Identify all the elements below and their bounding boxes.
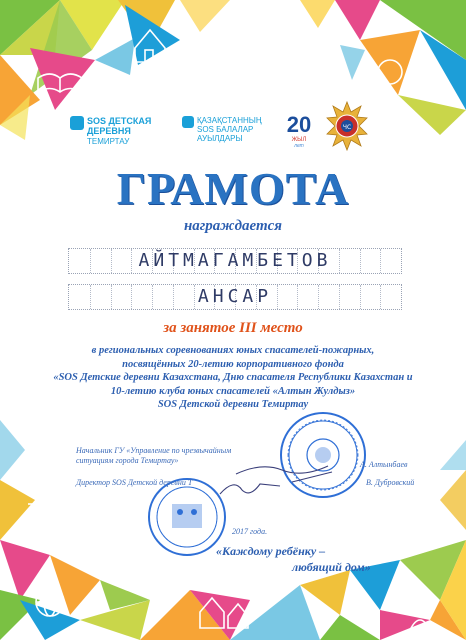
border-triangle: [180, 0, 230, 32]
sos-logo-line3: ТЕМИРТАУ: [87, 137, 130, 146]
recipient-first-name: АНСАР: [197, 286, 273, 307]
logos-row: [70, 108, 400, 158]
issue-date: 2017 года.: [232, 527, 268, 536]
children-drawing: [112, 557, 168, 587]
first-name-grid: [68, 284, 402, 310]
sos-kazakhstan-logo: [182, 116, 262, 143]
awarded-label: награждается: [183, 218, 283, 234]
emergency-emblem-icon: [325, 100, 369, 152]
director-signature: [216, 476, 286, 500]
border-triangle: [0, 480, 35, 540]
sos-kz-line3: АУЫЛДАРЫ: [197, 134, 243, 143]
body-line: в региональных соревнованиях юных спасателей-пожарных,: [91, 345, 375, 356]
body-line: «SOS Детские деревни Казахстана, Дню спасателя Республики Казахстан и: [53, 372, 413, 383]
sos-kz-logo-icon: [182, 116, 194, 128]
sos-logo-line2: ДЕРЕВНЯ: [87, 126, 131, 136]
person-drawing: [410, 592, 430, 630]
border-triangle: [320, 615, 380, 640]
head-position: [76, 446, 231, 466]
border-triangle: [50, 555, 100, 615]
border-triangle: [335, 0, 380, 40]
head-position-line1: Начальник ГУ «Управление по чрезвычайным: [76, 446, 232, 455]
certificate-title: ГРАМОТА: [116, 163, 350, 214]
sos-logo-line1: SOS ДЕТСКАЯ: [87, 116, 152, 126]
border-triangle: [0, 420, 25, 480]
border-triangle: [440, 470, 466, 530]
director-name: В. Дубровский: [366, 478, 415, 487]
anniversary-caption: лет: [294, 143, 304, 149]
anniversary-number: 20: [286, 112, 312, 137]
anniversary-years: ЖЫЛ: [291, 137, 307, 143]
head-name: А. Алтынбаев: [360, 460, 408, 469]
border-triangle: [300, 0, 335, 28]
border-triangle: [398, 95, 466, 135]
surname-grid: [68, 248, 402, 274]
border-triangle: [380, 610, 430, 640]
sos-logo-icon: [70, 116, 84, 130]
slogan-line2: любящий дом»: [292, 560, 371, 574]
director-position: Директор SOS Детской деревни Т: [76, 478, 193, 487]
border-triangle: [95, 38, 135, 75]
slogan-line1: «Каждому ребёнку –: [216, 544, 326, 558]
recipient-surname: АЙТМАГАМБЕТОВ: [138, 250, 332, 271]
sos-kz-line2: SOS БАЛАЛАР: [197, 125, 254, 134]
body-line: 10-летию клуба юных спасателей «Алтын Жулдыз»: [110, 385, 356, 397]
border-triangle: [440, 440, 466, 470]
sos-kz-line1: ҚАЗАҚСТАННЫҢ: [197, 116, 262, 125]
emblem-label: ЧС: [342, 124, 352, 131]
certificate-body: [30, 344, 436, 412]
place-achieved: за занятое III место: [163, 320, 303, 336]
border-triangle: [340, 45, 365, 80]
anniversary-20-logo: [277, 105, 321, 157]
body-line: посвящённых 20-летию корпоративного фонда: [122, 358, 344, 370]
sos-temirtau-logo: [70, 116, 151, 147]
body-line: SOS Детской деревни Темиртау: [157, 399, 309, 410]
head-position-line2: ситуациям города Темиртау»: [76, 456, 179, 465]
